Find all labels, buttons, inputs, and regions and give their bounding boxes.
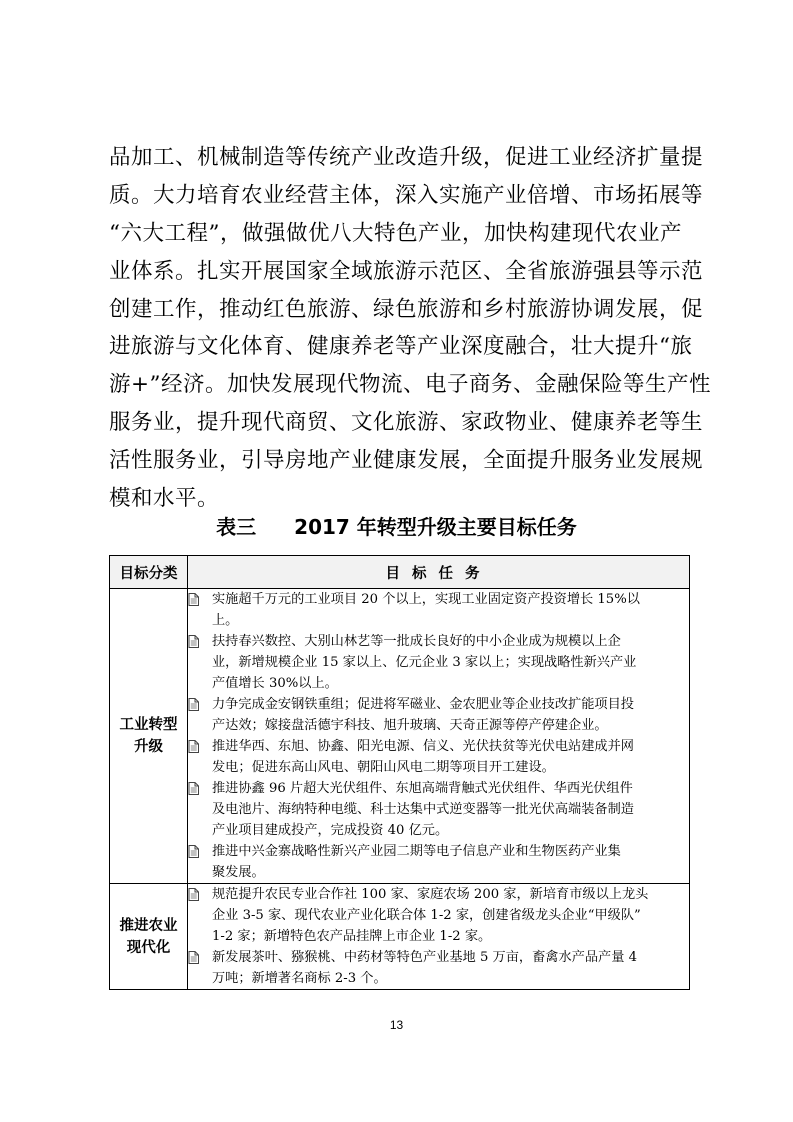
task-item bbox=[188, 884, 689, 947]
task-item bbox=[188, 631, 689, 694]
paragraph-line: 模和水平。 bbox=[109, 486, 220, 512]
tasks-cell bbox=[188, 884, 690, 990]
task-text-line: 推进华西、东旭、协鑫、阳光电源、信义、光伏扶贫等光伏电站建成并网 bbox=[212, 739, 634, 754]
category-label: 现代化 bbox=[126, 939, 171, 956]
category-cell bbox=[110, 884, 188, 990]
task-text-line: 产业项目建成投产，完成投资 40 亿元。 bbox=[212, 823, 449, 838]
document-icon bbox=[188, 947, 212, 968]
task-text-line: 业，新增规模企业 15 家以上、亿元企业 3 家以上；实现战略性新兴产业 bbox=[212, 655, 637, 670]
task-item bbox=[188, 736, 689, 778]
task-text-line: 产值增长 30%以上。 bbox=[212, 676, 338, 691]
document-icon bbox=[188, 631, 212, 652]
page-number: 13 bbox=[389, 1018, 404, 1032]
paragraph-line: 服务业，提升现代商贸、文化旅游、家政物业、健康养老等生 bbox=[109, 410, 704, 436]
table-title bbox=[0, 513, 793, 541]
task-text-line: 扶持春兴数控、大别山林艺等一批成长良好的中小企业成为规模以上企 bbox=[212, 634, 621, 649]
table-header-row bbox=[110, 556, 690, 589]
table-title-label: 表三 bbox=[216, 515, 257, 539]
document-icon bbox=[188, 841, 212, 862]
paragraph-line: 创建工作，推动红色旅游、绿色旅游和乡村旅游协调发展，促 bbox=[109, 296, 704, 322]
task-text-line: 力争完成金安钢铁重组；促进将军磁业、金农肥业等企业技改扩能项目投 bbox=[212, 697, 634, 712]
task-text-line: 聚发展。 bbox=[212, 865, 265, 880]
task-text-line: 及电池片、海纳特种电缆、科士达集中式逆变器等一批光伏高端装备制造 bbox=[212, 802, 634, 817]
task-item bbox=[188, 778, 689, 841]
document-icon bbox=[188, 736, 212, 757]
task-text-line: 规范提升农民专业合作社 100 家、家庭农场 200 家，新培育市级以上龙头 bbox=[212, 887, 649, 902]
task-text-line: 1-2 家；新增特色农产品挂牌上市企业 1-2 家。 bbox=[212, 929, 492, 944]
table-title-text: 2017 年转型升级主要目标任务 bbox=[294, 515, 577, 539]
category-cell bbox=[110, 589, 188, 884]
header-category: 目标分类 bbox=[110, 556, 188, 589]
document-icon bbox=[188, 884, 212, 905]
task-item bbox=[188, 841, 689, 883]
task-text-line: 发电；促进东高山风电、朝阳山风电二期等项目开工建设。 bbox=[212, 760, 555, 775]
paragraph-line: 进旅游与文化体育、健康养老等产业深度融合，壮大提升“旅 bbox=[109, 334, 693, 360]
paragraph-line: 质。大力培育农业经营主体，深入实施产业倍增、市场拓展等 bbox=[109, 182, 704, 208]
paragraph-line: “六大工程”，做强做优八大特色产业，加快构建现代农业产 bbox=[109, 220, 682, 246]
tasks-cell bbox=[188, 589, 690, 884]
paragraph-line: 游+”经济。加快发展现代物流、电子商务、金融保险等生产性 bbox=[109, 372, 712, 398]
task-text-line: 新发展茶叶、猕猴桃、中药材等特色产业基地 5 万亩，畜禽水产品产量 4 bbox=[212, 950, 637, 965]
category-label: 工业转型 bbox=[119, 717, 178, 733]
task-item bbox=[188, 694, 689, 736]
category-label: 升级 bbox=[134, 739, 163, 755]
document-icon bbox=[188, 589, 212, 610]
document-icon bbox=[188, 694, 212, 715]
task-text-line: 推进中兴金寨战略性新兴产业园二期等电子信息产业和生物医药产业集 bbox=[212, 844, 621, 859]
paragraph-line: 业体系。扎实开展国家全域旅游示范区、全省旅游强县等示范 bbox=[109, 258, 704, 284]
category-label: 推进农业 bbox=[119, 917, 178, 934]
task-text-line: 实施超千万元的工业项目 20 个以上，实现工业固定资产投资增长 15%以 bbox=[212, 592, 640, 607]
task-text-line: 企业 3-5 家、现代农业产业化联合体 1-2 家，创建省级龙头企业“甲级队” bbox=[212, 908, 641, 923]
body-paragraph bbox=[109, 139, 712, 518]
paragraph-line: 品加工、机械制造等传统产业改造升级，促进工业经济扩量提 bbox=[109, 145, 704, 170]
task-table bbox=[109, 555, 690, 990]
task-item bbox=[188, 947, 689, 989]
header-tasks: 目标任务 bbox=[188, 556, 690, 589]
task-text-line: 产达效；嫁接盘活德宇科技、旭升玻璃、天奇正源等停产停建企业。 bbox=[212, 718, 608, 733]
task-item bbox=[188, 589, 689, 631]
task-text-line: 上。 bbox=[212, 613, 239, 628]
task-text-line: 推进协鑫 96 片超大光伏组件、东旭高端背触式光伏组件、华西光伏组件 bbox=[212, 781, 633, 796]
table-row bbox=[110, 884, 690, 990]
task-text-line: 万吨；新增著名商标 2-3 个。 bbox=[212, 971, 387, 986]
table-row bbox=[110, 589, 690, 884]
document-icon bbox=[188, 778, 212, 799]
paragraph-line: 活性服务业，引导房地产业健康发展，全面提升服务业发展规 bbox=[109, 448, 704, 474]
